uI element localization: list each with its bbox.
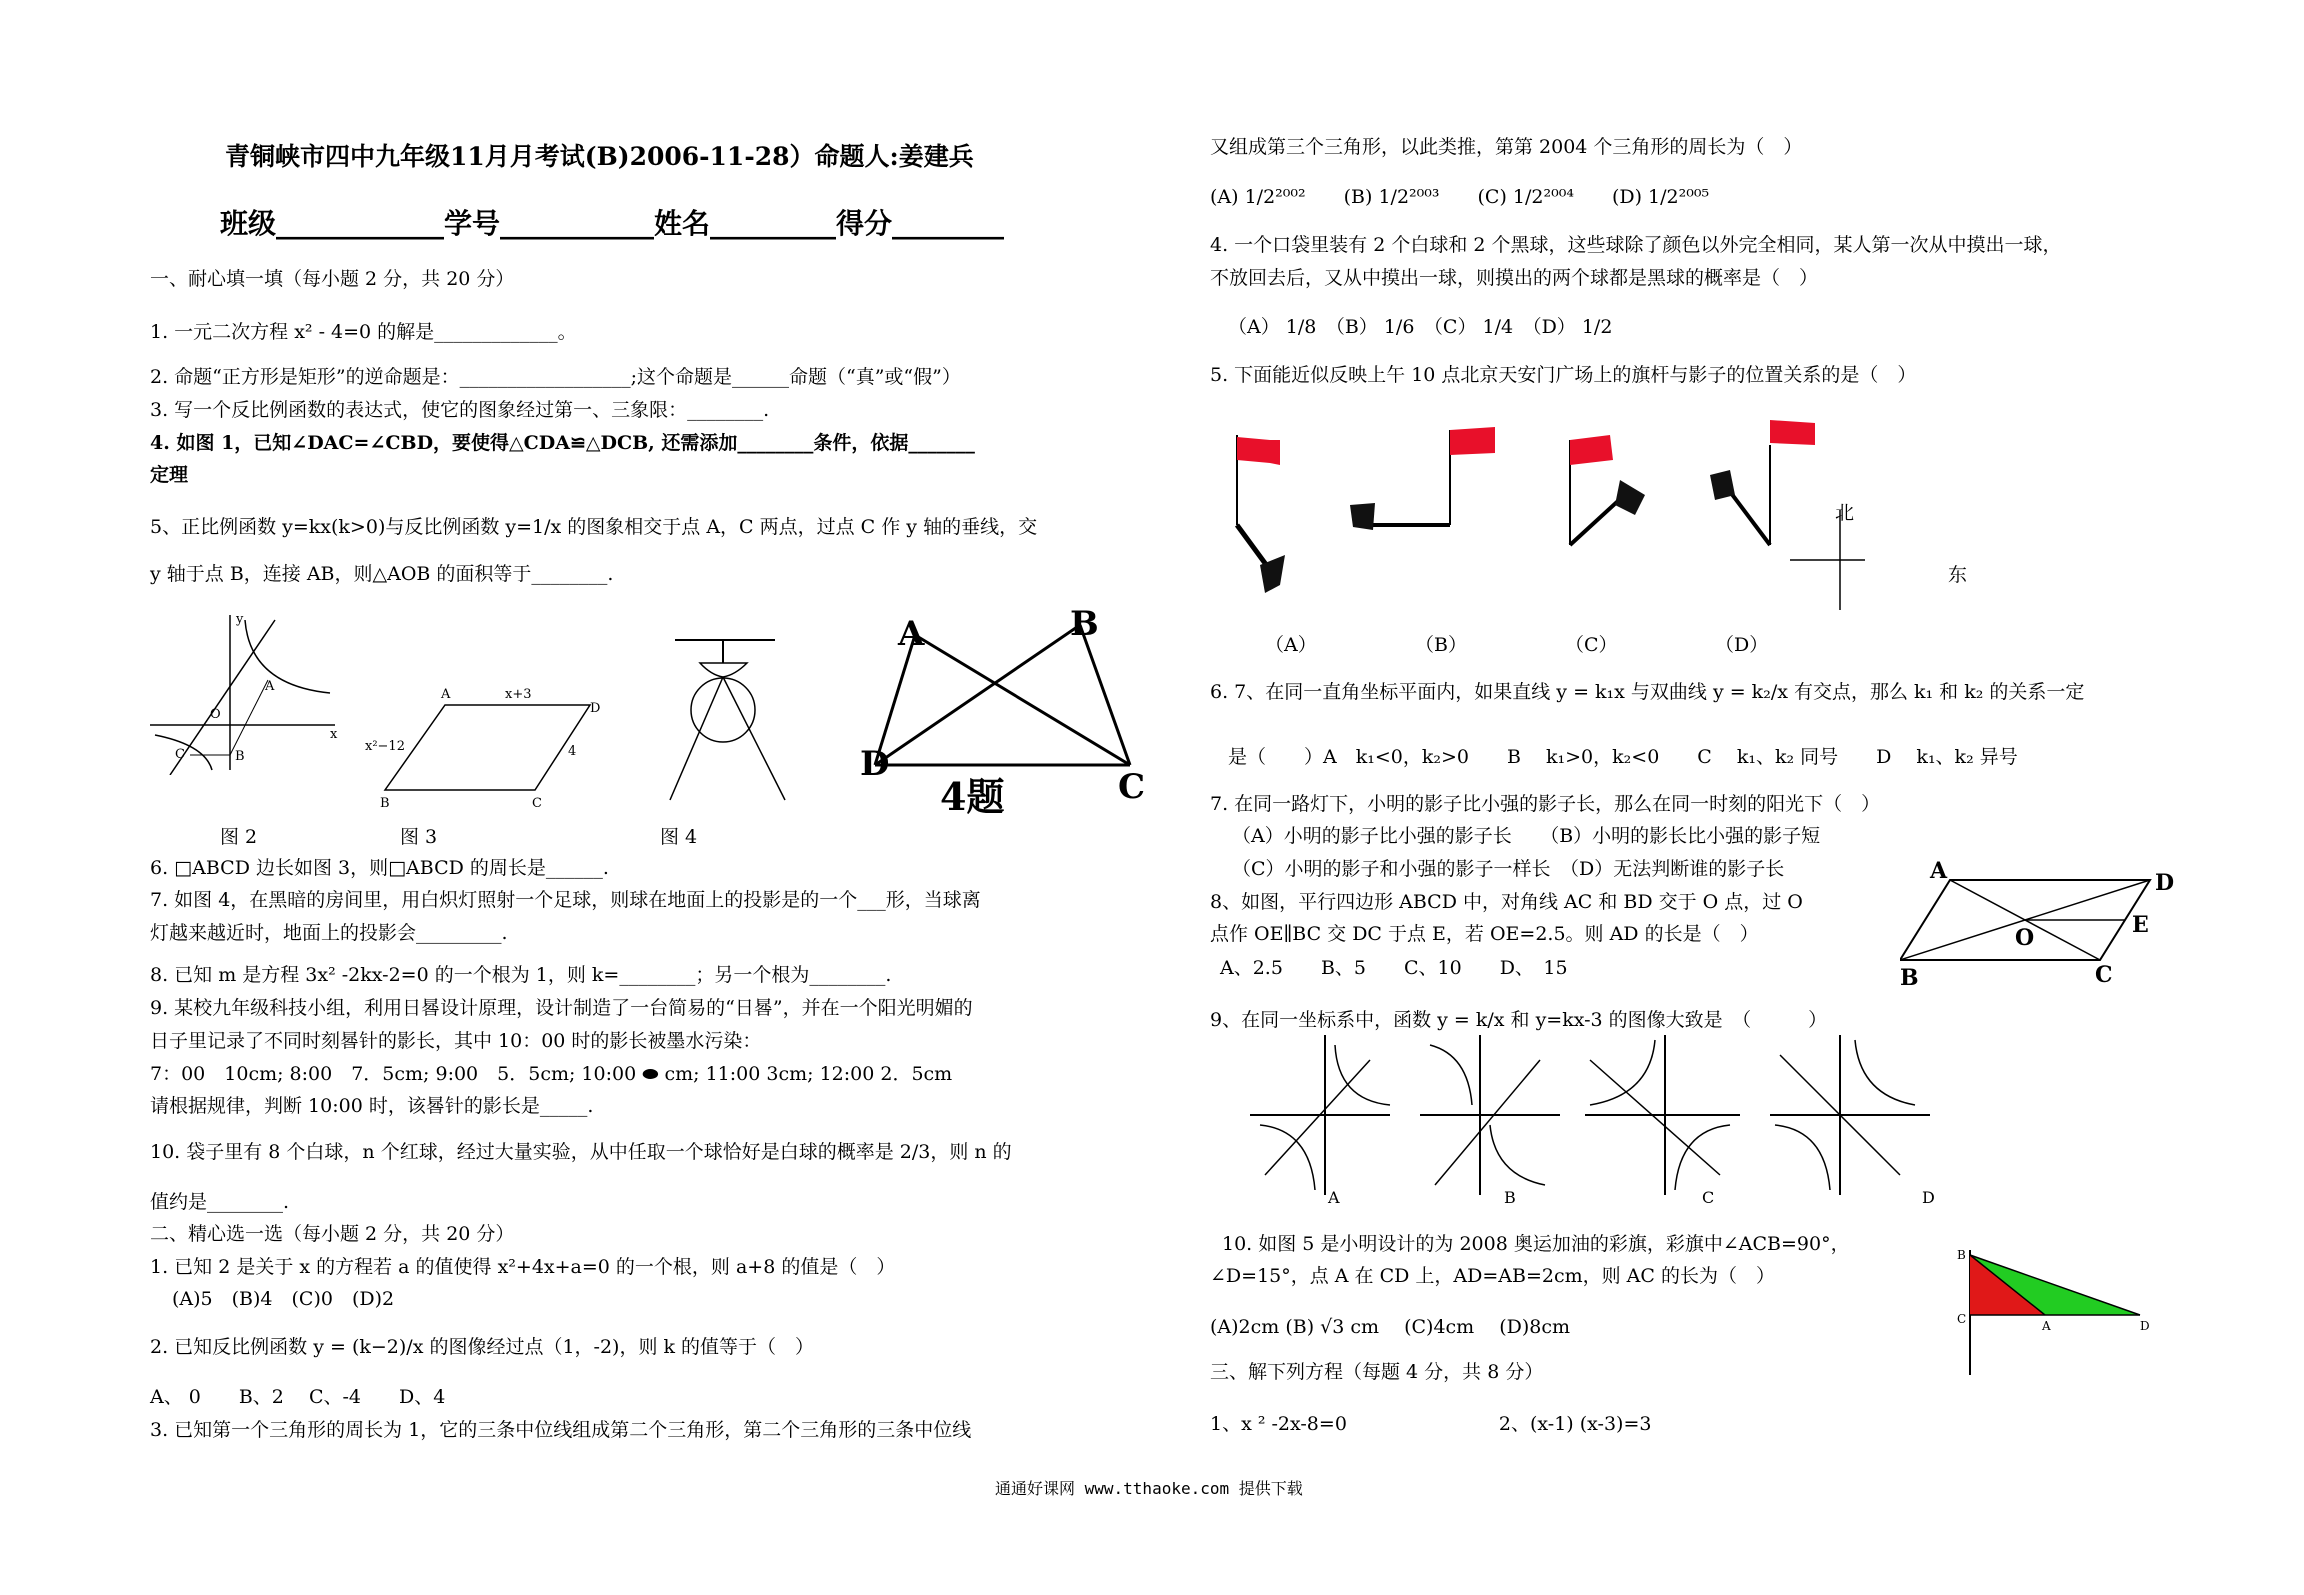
q1-8: 8. 已知 m 是方程 3x² -2kx-2=0 的一个根为 1，则 k=________；另一个根为________. xyxy=(150,964,892,986)
q1-6: 6. □ABCD 边长如图 3，则□ABCD 的周长是______. xyxy=(150,857,609,879)
q1-5: 5、正比例函数 y=kx(k>0)与反比例函数 y=1/x 的图象相交于点 A，C 两点，过点 C 作 y 轴的垂线，交 xyxy=(150,516,1038,538)
figure-2-graph xyxy=(150,605,350,775)
fig3-label-side-right: 4 xyxy=(568,744,577,759)
function-graph-options xyxy=(1250,1035,1970,1210)
q1-10: 10. 袋子里有 8 个白球，n 个红球，经过大量实验，从中任取一个球恰好是白球的概率是 2/3，则 n 的 xyxy=(150,1141,1012,1163)
q2-6-options: 是（ ）A k₁<0，k₂>0 B k₁>0，k₂<0 C k₁、k₂ 同号 D k₁、k₂ 异号 xyxy=(1228,746,2018,768)
q1-9-cont: 日子里记录了不同时刻晷针的影长，其中 10：00 时的影长被墨水污染： xyxy=(150,1030,762,1052)
q2-7: 7. 在同一路灯下，小明的影子比小强的影子长，那么在同一时刻的阳光下（ ） xyxy=(1210,793,1881,815)
fig3-label-c: C xyxy=(532,796,542,810)
fig4-caption: 图 4 xyxy=(660,826,698,848)
q1-3: 3. 写一个反比例函数的表达式，使它的图象经过第一、三象限：________. xyxy=(150,399,770,421)
fig3-label-side-left: x²−12 xyxy=(365,739,405,754)
section-1-heading: 一、耐心填一填（每小题 2 分，共 20 分） xyxy=(150,268,515,290)
q2-2-options: A、 0 B、2 C、-4 D、4 xyxy=(150,1386,446,1408)
graph-option-a: A xyxy=(1328,1188,1340,1207)
q2-4: 4. 一个口袋里装有 2 个白球和 2 个黑球，这些球除了颜色以外完全相同，某人第一次从中摸出一球， xyxy=(1210,234,2062,256)
fig1-caption: 4题 xyxy=(940,774,1005,819)
flag-option-c: （C） xyxy=(1565,634,1618,656)
q1-10-cont: 值约是________. xyxy=(150,1191,290,1213)
fig3-label-a: A xyxy=(441,687,451,702)
q2-10-cont: ∠D=15°，点 A 在 CD 上，AD=AB=2cm，则 AC 的长为（ ） xyxy=(1210,1265,1775,1287)
parallelogram-abcd-figure xyxy=(1900,860,2210,990)
fig3-label-b: B xyxy=(380,796,390,810)
q2-1: 1. 已知 2 是关于 x 的方程若 a 的值使得 x²+4x+a=0 的一个根，则 a+8 的值是（ ） xyxy=(150,1256,896,1278)
q2-3-cont: 又组成第三个三角形，以此类推，第第 2004 个三角形的周长为（ ） xyxy=(1210,136,1803,158)
fig1-label-a: A xyxy=(898,614,925,654)
tri-label-d: D xyxy=(2140,1319,2150,1333)
fig1-label-d: D xyxy=(860,744,890,784)
section-3-heading: 三、解下列方程（每题 4 分，共 8 分） xyxy=(1210,1361,1544,1383)
q2-3: 3. 已知第一个三角形的周长为 1，它的三条中位线组成第二个三角形，第二个三角形的三条中位线 xyxy=(150,1419,972,1441)
graph-option-b: B xyxy=(1504,1188,1516,1207)
flag-option-a: （A） xyxy=(1265,634,1317,656)
q2-8: 8、如图，平行四边形 ABCD 中，对角线 AC 和 BD 交于 O 点，过 O xyxy=(1210,891,1803,913)
tri-label-c: C xyxy=(1957,1312,1967,1326)
q2-3-options: (A) 1/2²⁰⁰² (B) 1/2²⁰⁰³ (C) 1/2²⁰⁰⁴ (D) 1/2²⁰⁰⁵ xyxy=(1210,186,1710,208)
q2-4-options: （A） 1/8 （B） 1/6 （C） 1/4 （D） 1/2 xyxy=(1228,316,1613,338)
flagpole-shadow-options xyxy=(1225,415,1865,615)
fig2-label-b: B xyxy=(235,749,245,764)
q2-5: 5. 下面能近似反映上午 10 点北京天安门广场上的旗杆与影子的位置关系的是（ ） xyxy=(1210,364,1917,386)
figure-4-lamp-ball xyxy=(665,635,815,810)
q1-7-cont: 灯越来越近时，地面上的投影会_________. xyxy=(150,922,508,944)
para-label-d: D xyxy=(2155,870,2175,896)
fig2-caption: 图 2 xyxy=(220,826,258,848)
fig2-label-x: x xyxy=(330,727,338,742)
fig1-label-b: B xyxy=(1070,605,1099,644)
para-label-e: E xyxy=(2132,912,2149,938)
q1-9: 9. 某校九年级科技小组，利用日晷设计原理，设计制造了一台简易的“日晷”，并在一个阳光明媚的 xyxy=(150,997,973,1019)
tri-label-b: B xyxy=(1957,1248,1966,1262)
q2-7-options-ab: （A）小明的影子比小强的影子长 （B）小明的影长比小强的影子短 xyxy=(1232,825,1821,847)
exam-title: 青铜峡市四中九年级11月月考试(B)2006-11-28）命题人:姜建兵 xyxy=(225,142,974,171)
q2-8-cont: 点作 OE∥BC 交 DC 于点 E，若 OE=2.5。则 AD 的长是（ ） xyxy=(1210,923,1759,945)
fig2-label-a: A xyxy=(265,679,275,694)
graph-option-d: D xyxy=(1922,1188,1935,1207)
q1-2: 2. 命题“正方形是矩形”的逆命题是：__________________;这个命题是______命题（“真”或“假”） xyxy=(150,366,961,388)
figure-3-parallelogram xyxy=(365,680,605,810)
compass-north: 北 xyxy=(1835,502,1855,524)
fig3-label-side-top: x+3 xyxy=(505,687,532,702)
para-label-c: C xyxy=(2095,962,2113,988)
q2-1-options: (A)5 (B)4 (C)0 (D)2 xyxy=(172,1288,395,1310)
q2-7-options-cd: （C）小明的影子和小强的影子一样长 （D）无法判断谁的影子长 xyxy=(1232,858,1785,880)
q1-9-ask: 请根据规律，判断 10:00 时，该晷针的影长是_____. xyxy=(150,1095,594,1117)
q2-10-options: (A)2cm (B) √3 cm (C)4cm (D)8cm xyxy=(1210,1316,1571,1338)
para-label-o: O xyxy=(2015,925,2035,951)
flag-option-d: （D） xyxy=(1715,634,1769,656)
para-label-b: B xyxy=(1900,965,1919,990)
section-3-equations: 1、x ² -2x-8=0 2、(x-1) (x-3)=3 xyxy=(1210,1413,1652,1435)
q2-2: 2. 已知反比例函数 y = (k−2)/x 的图像经过点（1，-2)，则 k 的值等于（ ） xyxy=(150,1336,815,1358)
tri-label-a: A xyxy=(2042,1319,2051,1333)
compass-east: 东 xyxy=(1948,564,1968,586)
para-label-a: A xyxy=(1930,860,1948,884)
q2-10: 10. 如图 5 是小明设计的为 2008 奥运加油的彩旗，彩旗中∠ACB=90°， xyxy=(1222,1233,1850,1255)
fig3-caption: 图 3 xyxy=(400,826,438,848)
q1-1: 1. 一元二次方程 x² - 4=0 的解是_____________。 xyxy=(150,321,577,343)
fig2-label-c: C xyxy=(175,747,185,762)
fig3-label-d: D xyxy=(590,701,601,716)
footer-source: 通通好课网 www.tthaoke.com 提供下载 xyxy=(995,1479,1303,1498)
q2-6: 6. 7、在同一直角坐标平面内，如果直线 y = k₁x 与双曲线 y = k₂/x 有交点，那么 k₁ 和 k₂ 的关系一定 xyxy=(1210,681,2085,703)
q1-4-cont: 定理 xyxy=(150,464,189,486)
q2-9: 9、在同一坐标系中，函数 y = k/x 和 y=kx-3 的图像大致是 （ ） xyxy=(1210,1009,1828,1031)
q1-5-cont: y 轴于点 B，连接 AB，则△AOB 的面积等于________. xyxy=(150,563,614,585)
fig2-label-y: y xyxy=(236,612,244,627)
section-2-heading: 二、精心选一选（每小题 2 分，共 20 分） xyxy=(150,1223,515,1245)
q2-4-cont: 不放回去后，又从中摸出一球，则摸出的两个球都是黑球的概率是（ ） xyxy=(1210,267,1819,289)
q1-7: 7. 如图 4，在黑暗的房间里，用白炽灯照射一个足球，则球在地面上的投影是的一个___形，当球离 xyxy=(150,889,981,911)
student-info-line: 班级____________学号___________姓名_________得分________ xyxy=(220,207,1005,240)
q2-8-options: A、2.5 B、5 C、10 D、 15 xyxy=(1220,957,1568,979)
q1-9-data: 7：00 10cm; 8:00 7．5cm; 9:00 5．5cm; 10:00 ⬬ cm; 11:00 3cm; 12:00 2．5cm xyxy=(150,1063,953,1085)
fig1-label-c: C xyxy=(1118,767,1146,807)
olympic-flag-triangle-figure xyxy=(1945,1245,2175,1380)
fig2-label-o: O xyxy=(210,707,221,722)
graph-option-c: C xyxy=(1702,1188,1715,1207)
q1-4: 4. 如图 1，已知∠DAC=∠CBD，要使得△CDA≌△DCB, 还需添加________条件，依据_______ xyxy=(150,432,975,454)
flag-option-b: （B） xyxy=(1415,634,1467,656)
figure-1-triangles xyxy=(860,605,1150,820)
